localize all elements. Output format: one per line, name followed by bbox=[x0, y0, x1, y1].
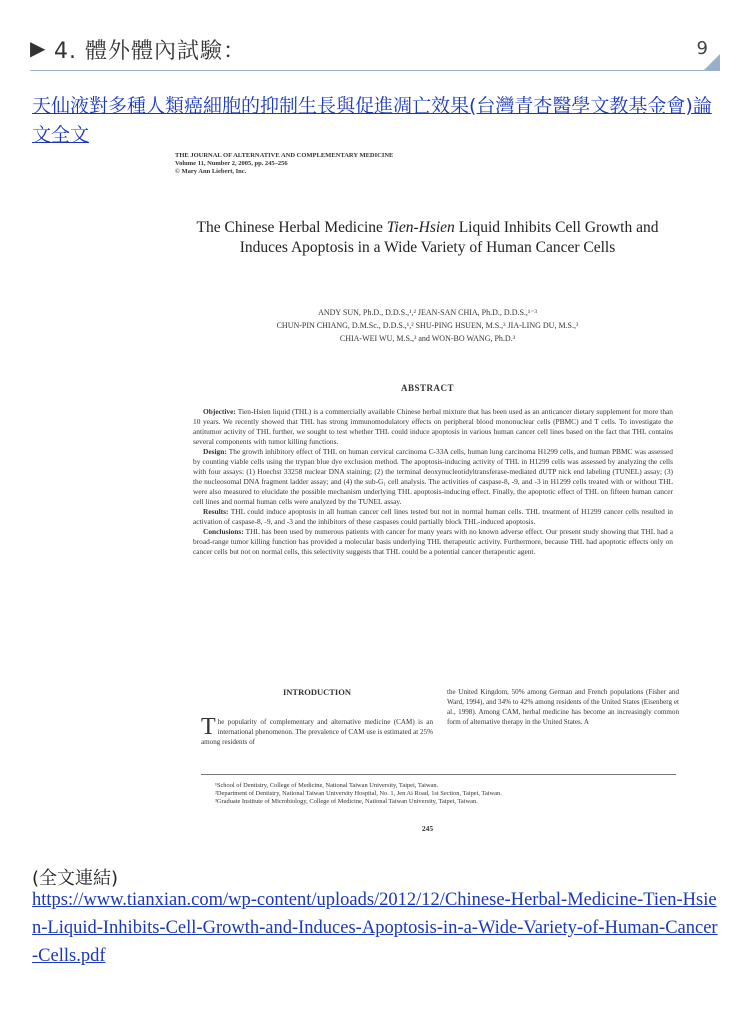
paper-page-number: 245 bbox=[421, 824, 434, 833]
abstract-label: Results: bbox=[203, 507, 229, 516]
abstract-label: Conclusions: bbox=[203, 527, 244, 536]
abstract-label: Design: bbox=[203, 447, 227, 456]
footnotes bbox=[215, 782, 675, 806]
abstract-paragraph bbox=[193, 527, 673, 557]
header-rule bbox=[30, 70, 720, 71]
article-title-link[interactable]: 天仙液對多種人類癌細胞的抑制生長與促進凋亡效果(台灣青杏醫學文教基金會)論文全文 bbox=[32, 95, 712, 146]
footnote-rule bbox=[201, 774, 676, 775]
fulltext-url-link[interactable]: https://www.tianxian.com/wp-content/uploads/2012/12/Chinese-Herbal-Medicine-Tien-Hsien-Liquid-Inhibits-Cell-Growth-and-Induces-Apoptosis-in-a-Wide-Variety-of-Human-Cancer-Cells.pdf bbox=[32, 890, 718, 966]
paper-authors bbox=[175, 306, 680, 345]
author-line: ANDY SUN, Ph.D., D.D.S.,¹,² JEAN-SAN CHIA, Ph.D., D.D.S.,¹⁻³ bbox=[318, 308, 537, 317]
paper-first-page-image bbox=[175, 152, 680, 852]
author-line: CHUN-PIN CHIANG, D.M.Sc., D.D.S.,¹,² SHU-PING HSUEN, M.S.,³ JIA-LING DU, M.S.,³ bbox=[276, 321, 579, 330]
journal-info bbox=[175, 152, 393, 176]
drop-cap: T bbox=[201, 714, 216, 740]
footnote: ¹School of Dentistry, College of Medicine, National Taiwan University, Taipei, Taiwan. bbox=[215, 782, 439, 789]
paper-title-part: Liquid Inhibits Cell Growth and Induces Apoptosis in a Wide Variety of Human Cancer Cells bbox=[239, 219, 659, 256]
play-arrow-icon: ▶ bbox=[30, 36, 46, 60]
abstract-paragraph bbox=[193, 447, 673, 507]
abstract-heading: ABSTRACT bbox=[400, 383, 454, 393]
abstract-label: Objective: bbox=[203, 407, 236, 416]
fulltext-label: (全文連結) bbox=[32, 868, 119, 889]
paper-title bbox=[175, 218, 680, 258]
paper-title-italic: Tien-Hsien bbox=[386, 219, 455, 236]
intro-text-left: he popularity of complementary and alternative medicine (CAM) is an international phenomenon. The prevalence of CAM use is estimated at 25% among residents of bbox=[201, 718, 433, 746]
intro-left-column bbox=[201, 687, 433, 747]
abstract-text: Tien-Hsien liquid (THL) is a commercially available Chinese herbal mixture that has been used as an anticancer dietary supplement for more than 10 years. We recently showed that THL has strong immunomodulatory effects on peripheral blood mononuclear cells (PBMC) and T cells. To investigate the antitumor activity of THL further, we sought to test whether THL could induce apoptosis in various human cancer cell lines based on the fact that THL contains several components with tumor killing functions. bbox=[193, 407, 673, 446]
abstract-text: THL has been used by numerous patients with cancer for many years with no known adverse effect. Our present study showing that THL had a broad-range tumor killing function has provided a molecular basis underlying THL therapeutic activity. Furthermore, because THL had apoptotic effects only on cancer cells but not on normal cells, this selectivity suggests that THL could be a potential cancer therapeutic agent. bbox=[193, 527, 674, 556]
abstract-paragraph bbox=[193, 407, 673, 447]
footnote: ³Graduate Institute of Microbiology, College of Medicine, National Taiwan University, Taipei, Taiwan. bbox=[215, 798, 478, 805]
corner-decoration bbox=[704, 54, 720, 70]
journal-line: © Mary Ann Liebert, Inc. bbox=[175, 168, 247, 175]
intro-right-column: the United Kingdom, 50% among German and French populations (Fisher and Ward, 1994), and 34% to 42% among residents of the United States (Eisenberg et al., 1998). Among CAM, herbal medicine has become an increasingly common form of alternative therapy in the United States. A bbox=[447, 688, 679, 726]
journal-line: Volume 11, Number 2, 2005, pp. 245–256 bbox=[175, 160, 288, 167]
page-number: 9 bbox=[696, 38, 708, 59]
journal-line: THE JOURNAL OF ALTERNATIVE AND COMPLEMENTARY MEDICINE bbox=[175, 152, 394, 159]
abstract-text: THL could induce apoptosis in all human cancer cell lines tested but not in normal human cells. THL treatment of H1299 cancer cells resulted in activation of caspase-8, -9, and -3 and the inhibitors of these caspases could partially block THL-induced apoptosis. bbox=[193, 507, 673, 526]
page-header bbox=[30, 30, 720, 66]
paper-title-part: The Chinese Herbal Medicine bbox=[196, 219, 387, 236]
abstract-paragraph bbox=[193, 507, 673, 527]
section-title: 4. 體外體內試驗： bbox=[54, 39, 246, 64]
abstract-body bbox=[193, 407, 673, 557]
footnote: ²Department of Dentistry, National Taiwan University Hospital, No. 1, Jen Ai Road, 1st Section, Taipei, Taiwan. bbox=[215, 790, 502, 797]
introduction-heading: INTRODUCTION bbox=[282, 687, 351, 697]
abstract-text: The growth inhibitory effect of THL on human cervical carcinoma C-33A cells, human lung carcinoma H1299 cells, and human PBMC was assessed by counting viable cells using the trypan blue dye exclusion method. The apoptosis-inducing activity of THL in H1299 cells was assessed by analyzing the cells with four assays: (1) Hoechst 33258 nuclear DNA staining; (2) the terminal deoxynucleotidyltransferase-mediated dUTP nick end labeling (TUNEL) assay; (3) the nucleosomal DNA fragment ladder assay; and (4) the sub-G₁ cell analysis. The activities of caspase-8, -9, and -3 in H1299 cells treated with or without THL were also measured to elucidate the possible mechanism underlying THL apoptosis-inducing effect. Finally, the apoptotic effect of THL on fifteen human cancer cell lines and normal human cells were analyzed by the TUNEL assay. bbox=[193, 447, 673, 506]
author-line: CHIA-WEI WU, M.S.,³ and WON-BO WANG, Ph.D.³ bbox=[339, 334, 516, 343]
